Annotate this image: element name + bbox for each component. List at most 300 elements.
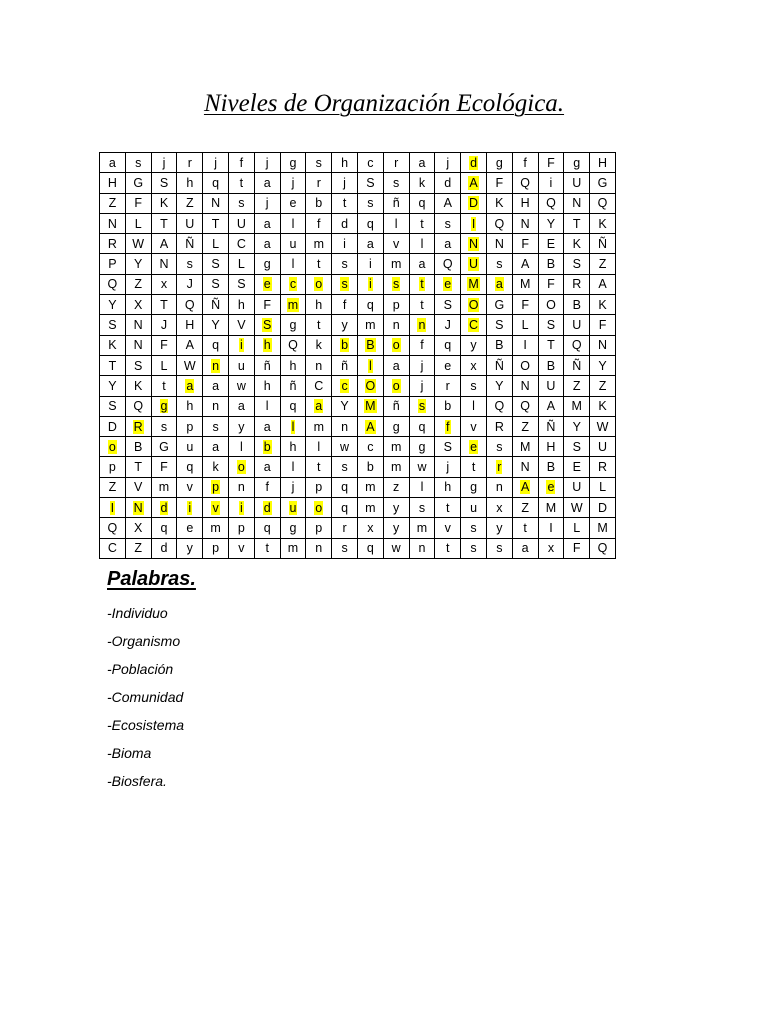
grid-cell <box>564 498 590 518</box>
grid-cell <box>435 457 461 477</box>
grid-cell <box>409 173 435 193</box>
grid-letter: C <box>314 378 324 393</box>
grid-letter: H <box>107 175 117 190</box>
grid-cell <box>512 416 538 436</box>
grid-letter: Ñ <box>494 358 504 373</box>
grid-letter: l <box>420 480 424 495</box>
grid-row <box>100 396 616 416</box>
word-list-item: -Ecosistema <box>107 717 185 733</box>
grid-cell <box>383 193 409 213</box>
grid-cell <box>151 396 177 416</box>
grid-letter: l <box>368 358 372 373</box>
grid-letter: S <box>443 439 452 454</box>
grid-letter: J <box>160 318 168 333</box>
grid-cell <box>538 538 564 558</box>
grid-cell <box>590 234 616 254</box>
grid-letter: a <box>366 236 374 251</box>
grid-cell <box>461 295 487 315</box>
grid-letter: D <box>469 196 479 211</box>
grid-cell <box>538 416 564 436</box>
grid-letter: x <box>367 520 374 535</box>
grid-letter: a <box>212 378 220 393</box>
grid-letter: G <box>597 175 608 190</box>
grid-cell <box>254 416 280 436</box>
grid-letter: s <box>470 378 477 393</box>
grid-cell <box>151 315 177 335</box>
grid-letter: t <box>420 277 424 292</box>
grid-letter: F <box>495 175 504 190</box>
grid-letter: U <box>236 216 246 231</box>
grid-letter: i <box>188 500 192 515</box>
grid-letter: h <box>289 439 297 454</box>
grid-cell <box>332 416 358 436</box>
grid-letter: S <box>211 277 220 292</box>
grid-letter: S <box>211 257 220 272</box>
grid-letter: t <box>446 541 450 556</box>
grid-letter: S <box>134 358 143 373</box>
grid-cell <box>409 355 435 375</box>
grid-letter: Z <box>185 196 194 211</box>
grid-cell <box>486 335 512 355</box>
grid-cell <box>383 437 409 457</box>
grid-cell <box>100 457 126 477</box>
grid-cell <box>151 518 177 538</box>
grid-letter: R <box>572 277 582 292</box>
grid-letter: I <box>110 500 115 515</box>
grid-letter: j <box>214 155 217 170</box>
grid-letter: Z <box>134 541 143 556</box>
grid-letter: O <box>365 378 376 393</box>
grid-cell <box>564 234 590 254</box>
grid-letter: r <box>187 155 192 170</box>
grid-letter: q <box>212 338 220 353</box>
grid-cell <box>306 295 332 315</box>
grid-letter: Y <box>546 216 556 231</box>
grid-cell <box>100 416 126 436</box>
grid-cell <box>357 295 383 315</box>
grid-cell <box>100 193 126 213</box>
grid-letter: Y <box>598 358 607 373</box>
grid-letter: j <box>343 175 346 190</box>
grid-letter: f <box>239 155 244 170</box>
grid-cell <box>203 315 229 335</box>
grid-letter: m <box>287 541 299 556</box>
grid-cell <box>332 254 358 274</box>
grid-cell <box>357 153 383 173</box>
grid-cell <box>357 213 383 233</box>
grid-letter: W <box>596 419 609 434</box>
grid-letter: d <box>470 155 478 170</box>
grid-cell <box>461 274 487 294</box>
grid-cell <box>254 396 280 416</box>
grid-cell <box>177 416 203 436</box>
grid-letter: Z <box>108 196 117 211</box>
grid-letter: C <box>469 318 479 333</box>
words-heading: Palabras. <box>107 568 196 590</box>
grid-letter: B <box>546 257 556 272</box>
word-list-item: -Bioma <box>107 745 152 761</box>
grid-letter: j <box>265 196 269 211</box>
grid-letter: Ñ <box>546 419 556 434</box>
grid-letter: y <box>496 520 503 535</box>
grid-cell <box>435 234 461 254</box>
grid-cell <box>177 193 203 213</box>
grid-letter: F <box>598 318 607 333</box>
grid-cell <box>512 193 538 213</box>
grid-cell <box>435 518 461 538</box>
grid-letter: C <box>236 236 246 251</box>
page-title-text: Niveles de Organización Ecológica. <box>203 90 565 117</box>
grid-cell <box>461 457 487 477</box>
grid-cell <box>332 437 358 457</box>
grid-letter: w <box>340 439 350 454</box>
grid-letter: s <box>393 175 400 190</box>
grid-row <box>100 477 616 497</box>
grid-cell <box>461 437 487 457</box>
grid-cell <box>177 477 203 497</box>
grid-letter: L <box>573 520 581 535</box>
grid-cell <box>538 376 564 396</box>
grid-letter: A <box>443 196 452 211</box>
grid-cell <box>280 274 306 294</box>
grid-letter: m <box>365 500 376 515</box>
grid-cell <box>332 498 358 518</box>
grid-letter: A <box>159 236 169 251</box>
grid-letter: N <box>520 216 530 231</box>
grid-letter: f <box>523 155 527 170</box>
grid-cell <box>512 173 538 193</box>
grid-letter: t <box>342 196 347 211</box>
grid-cell <box>203 498 229 518</box>
grid-letter: l <box>472 399 475 414</box>
grid-letter: d <box>341 216 349 231</box>
grid-letter: q <box>418 419 426 434</box>
grid-cell <box>590 355 616 375</box>
grid-cell <box>125 173 151 193</box>
grid-cell <box>100 498 126 518</box>
grid-letter: h <box>289 358 297 373</box>
grid-cell <box>125 193 151 213</box>
grid-cell <box>512 477 538 497</box>
grid-cell <box>125 376 151 396</box>
grid-cell <box>125 437 151 457</box>
grid-cell <box>254 355 280 375</box>
grid-letter: a <box>263 175 271 190</box>
grid-letter: S <box>495 318 504 333</box>
grid-letter: x <box>496 500 503 515</box>
grid-cell <box>383 477 409 497</box>
grid-cell <box>306 498 332 518</box>
grid-letter: d <box>160 500 168 515</box>
grid-cell <box>177 498 203 518</box>
grid-letter: v <box>470 419 477 434</box>
grid-letter: a <box>212 439 220 454</box>
grid-cell <box>461 355 487 375</box>
grid-cell <box>357 457 383 477</box>
grid-letter: u <box>237 358 245 373</box>
grid-cell <box>306 274 332 294</box>
grid-letter: i <box>239 500 243 515</box>
word-list-item: -Población <box>107 661 174 677</box>
grid-cell <box>357 254 383 274</box>
grid-cell <box>486 254 512 274</box>
grid-cell <box>177 376 203 396</box>
grid-cell <box>486 376 512 396</box>
grid-letter: F <box>263 297 271 312</box>
grid-cell <box>151 416 177 436</box>
grid-cell <box>435 477 461 497</box>
grid-cell <box>357 315 383 335</box>
grid-letter: U <box>469 257 479 272</box>
grid-cell <box>100 518 126 538</box>
grid-cell <box>538 477 564 497</box>
grid-letter: M <box>545 500 557 515</box>
grid-cell <box>357 416 383 436</box>
grid-letter: w <box>417 460 427 475</box>
grid-letter: n <box>495 480 503 495</box>
grid-letter: P <box>108 257 117 272</box>
grid-letter: q <box>341 500 349 515</box>
grid-cell <box>435 335 461 355</box>
grid-letter: a <box>418 257 426 272</box>
grid-cell <box>332 173 358 193</box>
grid-row <box>100 274 616 294</box>
grid-letter: y <box>470 338 477 353</box>
grid-row <box>100 213 616 233</box>
grid-cell <box>151 173 177 193</box>
grid-cell <box>203 538 229 558</box>
grid-letter: p <box>237 520 245 535</box>
grid-letter: l <box>291 257 295 272</box>
grid-letter: Y <box>572 419 581 434</box>
grid-cell <box>125 477 151 497</box>
grid-letter: v <box>238 541 245 556</box>
grid-letter: F <box>572 541 581 556</box>
grid-letter: s <box>341 460 348 475</box>
grid-letter: m <box>390 257 402 272</box>
grid-cell <box>254 538 280 558</box>
grid-cell <box>151 477 177 497</box>
grid-cell <box>538 518 564 538</box>
grid-letter: n <box>418 318 426 333</box>
grid-letter: X <box>134 520 143 535</box>
grid-cell <box>357 498 383 518</box>
grid-cell <box>435 213 461 233</box>
grid-letter: g <box>160 399 168 414</box>
grid-cell <box>486 153 512 173</box>
grid-row <box>100 173 616 193</box>
grid-letter: S <box>159 175 169 190</box>
grid-letter: s <box>418 399 426 414</box>
grid-letter: e <box>186 520 194 535</box>
grid-letter: g <box>392 419 400 434</box>
grid-cell <box>357 193 383 213</box>
grid-letter: Y <box>211 318 220 333</box>
grid-cell <box>357 335 383 355</box>
grid-letter: s <box>186 257 193 272</box>
grid-cell <box>306 234 332 254</box>
grid-cell <box>435 538 461 558</box>
grid-row <box>100 416 616 436</box>
grid-cell <box>383 274 409 294</box>
grid-letter: h <box>341 155 349 170</box>
grid-cell <box>512 335 538 355</box>
grid-cell <box>254 173 280 193</box>
grid-cell <box>254 254 280 274</box>
grid-letter: S <box>237 277 246 292</box>
grid-cell <box>100 437 126 457</box>
grid-letter: b <box>315 196 323 211</box>
grid-cell <box>357 274 383 294</box>
grid-cell <box>203 295 229 315</box>
grid-cell <box>254 193 280 213</box>
grid-letter: N <box>572 196 582 211</box>
grid-cell <box>538 274 564 294</box>
grid-letter: v <box>212 500 219 515</box>
grid-cell <box>512 396 538 416</box>
grid-cell <box>564 315 590 335</box>
grid-letter: g <box>289 318 297 333</box>
grid-cell <box>306 437 332 457</box>
grid-cell <box>461 396 487 416</box>
grid-cell <box>332 315 358 335</box>
grid-cell <box>332 376 358 396</box>
grid-cell <box>538 355 564 375</box>
grid-letter: Q <box>546 196 556 211</box>
grid-letter: N <box>133 338 143 353</box>
grid-cell <box>228 254 254 274</box>
grid-cell <box>254 498 280 518</box>
grid-cell <box>383 396 409 416</box>
grid-cell <box>486 355 512 375</box>
grid-cell <box>486 498 512 518</box>
grid-cell <box>228 315 254 335</box>
grid-letter: B <box>572 297 581 312</box>
grid-cell <box>538 254 564 274</box>
grid-letter: U <box>572 318 582 333</box>
grid-letter: M <box>519 439 531 454</box>
grid-cell <box>100 477 126 497</box>
grid-letter: j <box>162 155 166 170</box>
grid-letter: u <box>289 236 297 251</box>
grid-cell <box>590 457 616 477</box>
grid-letter: s <box>341 541 348 556</box>
grid-cell <box>435 193 461 213</box>
grid-letter: T <box>572 216 581 231</box>
grid-cell <box>280 193 306 213</box>
grid-cell <box>280 477 306 497</box>
grid-letter: F <box>160 338 168 353</box>
grid-cell <box>564 538 590 558</box>
grid-cell <box>590 518 616 538</box>
grid-cell <box>100 376 126 396</box>
grid-letter: q <box>444 338 452 353</box>
grid-cell <box>177 234 203 254</box>
grid-letter: B <box>495 338 504 353</box>
grid-cell <box>100 153 126 173</box>
grid-row <box>100 518 616 538</box>
grid-letter: g <box>470 480 478 495</box>
grid-cell <box>409 437 435 457</box>
grid-cell <box>332 274 358 294</box>
grid-letter: e <box>263 277 271 292</box>
grid-letter: u <box>470 500 478 515</box>
grid-letter: j <box>291 480 295 495</box>
grid-cell <box>538 193 564 213</box>
grid-cell <box>512 518 538 538</box>
grid-row <box>100 457 616 477</box>
grid-cell <box>461 193 487 213</box>
grid-letter: y <box>186 541 193 556</box>
grid-cell <box>203 173 229 193</box>
grid-cell <box>486 396 512 416</box>
grid-letter: Z <box>108 480 117 495</box>
grid-letter: H <box>598 155 608 170</box>
grid-cell <box>332 477 358 497</box>
grid-cell <box>306 538 332 558</box>
grid-letter: b <box>366 460 374 475</box>
grid-letter: t <box>317 257 321 272</box>
grid-letter: f <box>342 297 347 312</box>
grid-letter: G <box>133 175 144 190</box>
grid-row <box>100 295 616 315</box>
grid-cell <box>306 173 332 193</box>
grid-cell <box>280 234 306 254</box>
grid-letter: t <box>420 297 424 312</box>
grid-letter: T <box>160 297 168 312</box>
grid-cell <box>383 234 409 254</box>
grid-cell <box>486 274 512 294</box>
grid-letter: U <box>598 439 608 454</box>
grid-letter: r <box>445 378 450 393</box>
grid-cell <box>383 538 409 558</box>
grid-letter: Ñ <box>572 358 582 373</box>
grid-cell <box>590 173 616 193</box>
grid-letter: q <box>366 216 374 231</box>
grid-cell <box>125 416 151 436</box>
grid-letter: g <box>263 257 271 272</box>
grid-letter: B <box>366 338 375 353</box>
grid-letter: a <box>495 277 503 292</box>
grid-letter: t <box>523 520 527 535</box>
grid-letter: Z <box>598 378 607 393</box>
grid-letter: A <box>185 338 194 353</box>
grid-letter: a <box>237 399 245 414</box>
grid-letter: L <box>237 257 245 272</box>
grid-cell <box>254 477 280 497</box>
grid-letter: s <box>393 277 400 292</box>
grid-letter: R <box>133 419 143 434</box>
grid-cell <box>564 254 590 274</box>
grid-letter: Y <box>134 257 143 272</box>
grid-cell <box>512 234 538 254</box>
grid-letter: h <box>263 378 271 393</box>
grid-letter: f <box>446 419 450 434</box>
grid-cell <box>203 396 229 416</box>
grid-cell <box>100 254 126 274</box>
grid-cell <box>280 376 306 396</box>
grid-cell <box>486 538 512 558</box>
grid-letter: o <box>392 378 400 393</box>
grid-cell <box>125 274 151 294</box>
grid-row <box>100 153 616 173</box>
grid-letter: i <box>368 277 372 292</box>
grid-letter: m <box>416 520 428 535</box>
grid-cell <box>203 477 229 497</box>
grid-letter: n <box>212 358 220 373</box>
grid-cell <box>177 295 203 315</box>
grid-cell <box>177 437 203 457</box>
